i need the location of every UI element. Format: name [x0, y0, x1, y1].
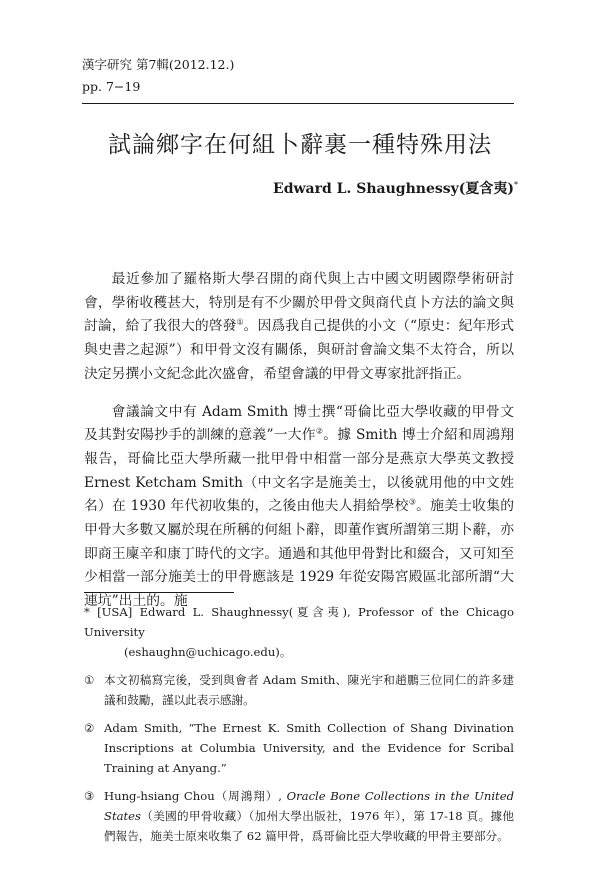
author-line — [273, 178, 518, 198]
book-title: Oracle Bone Collections in the United States — [104, 789, 514, 823]
author-name: Edward L. Shaughnessy(夏含夷) — [273, 181, 514, 197]
footnote-rule — [84, 592, 234, 593]
paragraph-2-text: 會議論文中有 Adam Smith 博士撰“哥倫比亞大學收藏的甲骨文及其對安陽抄手的訓練的意義”一大作 — [84, 403, 514, 444]
footnote-text: Hung-hsiang Chou（周鴻翔）, — [104, 789, 287, 803]
footnote-mark: ③ — [84, 789, 95, 803]
footnote-ref-2[interactable]: ② — [315, 426, 324, 436]
footnote-mark: ② — [84, 721, 95, 735]
footnote-mark: * — [84, 605, 90, 619]
journal-issue: 漢字研究 第7輯(2012.12.) — [82, 57, 235, 72]
header-rule — [82, 103, 514, 104]
footnote-3 — [84, 786, 514, 846]
footnote-ref-3[interactable]: ③ — [408, 497, 417, 507]
page-range: pp. 7−19 — [82, 79, 141, 94]
article-title: 試論鄉字在何組卜辭裏一種特殊用法 — [108, 132, 492, 158]
footnote-text: 本文初稿寫完後，受到與會者 Adam Smith、陳光宇和趙鵬三位同仁的許多建議和鼓勵，謹以此表示感謝。 — [104, 673, 514, 707]
paragraph-2 — [84, 401, 514, 614]
footnote-2 — [84, 718, 514, 778]
author-email: (eshaughn@uchicago.edu)。 — [124, 645, 292, 659]
footnote-text-cont: （美國的甲骨收藏）（加州大學出版社，1976 年），第 17-18 頁。據他們報告，施美士原來收集了 62 篇甲骨，爲哥倫比亞大學收藏的甲骨主要部分。 — [104, 809, 514, 843]
footnote-text: Adam Smith, “The Ernest K. Smith Collection of Shang Divination Inscriptions at Columbia University, and the Evidence for Scribal Training at Anyang.” — [104, 721, 514, 775]
running-head — [82, 54, 234, 98]
paragraph-1 — [84, 268, 514, 387]
footnote-ref-1[interactable]: ① — [236, 317, 244, 327]
paragraph-1-text: 最近參加了羅格斯大學召開的商代與上古中國文明國際學術研討會，學術收穫甚大，特別是有不少關於甲骨文與商代貞卜方法的論文與討論，給了我很大的啓發 — [84, 271, 514, 335]
paragraph-2-text-end: 。施美士收集的甲骨大多數又屬於現在所稱的何組卜辭，即董作賓所謂第三期卜辭，亦即商王廩辛和康丁時代的文字。通過和其他甲骨對比和綴合，又可知至少相當一部分施美士的甲骨應該是 1929 年從安陽宮殿區北部所謂“大連坑”出土的。施 — [84, 498, 515, 610]
footnote-1 — [84, 670, 514, 710]
footnote-text: [USA] Edward L. Shaughnessy(夏含夷), Professor of the Chicago University — [84, 605, 515, 639]
paragraph-1-text-cont: 。因爲我自己提供的小文（“原史：紀年形式與史書之起源”）和甲骨文沒有關係，與研討會論文集不太符合，所以決定另撰小文紀念此次盛會，希望會議的甲骨文專家批評指正。 — [84, 318, 515, 382]
footnote-author — [84, 602, 514, 662]
paragraph-2-text-cont: 。據 Smith 博士介紹和周鴻翔報告，哥倫比亞大學所藏一批甲骨中相當一部分是燕京大學英文教授 Ernest Ketcham Smith（中文名字是施美士，以後就用他的中文姓名）在 1930 年代初收集的，之後由他夫人捐給學校 — [84, 427, 514, 515]
footnotes — [84, 602, 514, 854]
body-text — [84, 268, 514, 614]
author-note-mark: * — [514, 180, 518, 190]
footnote-mark: ① — [84, 673, 95, 687]
